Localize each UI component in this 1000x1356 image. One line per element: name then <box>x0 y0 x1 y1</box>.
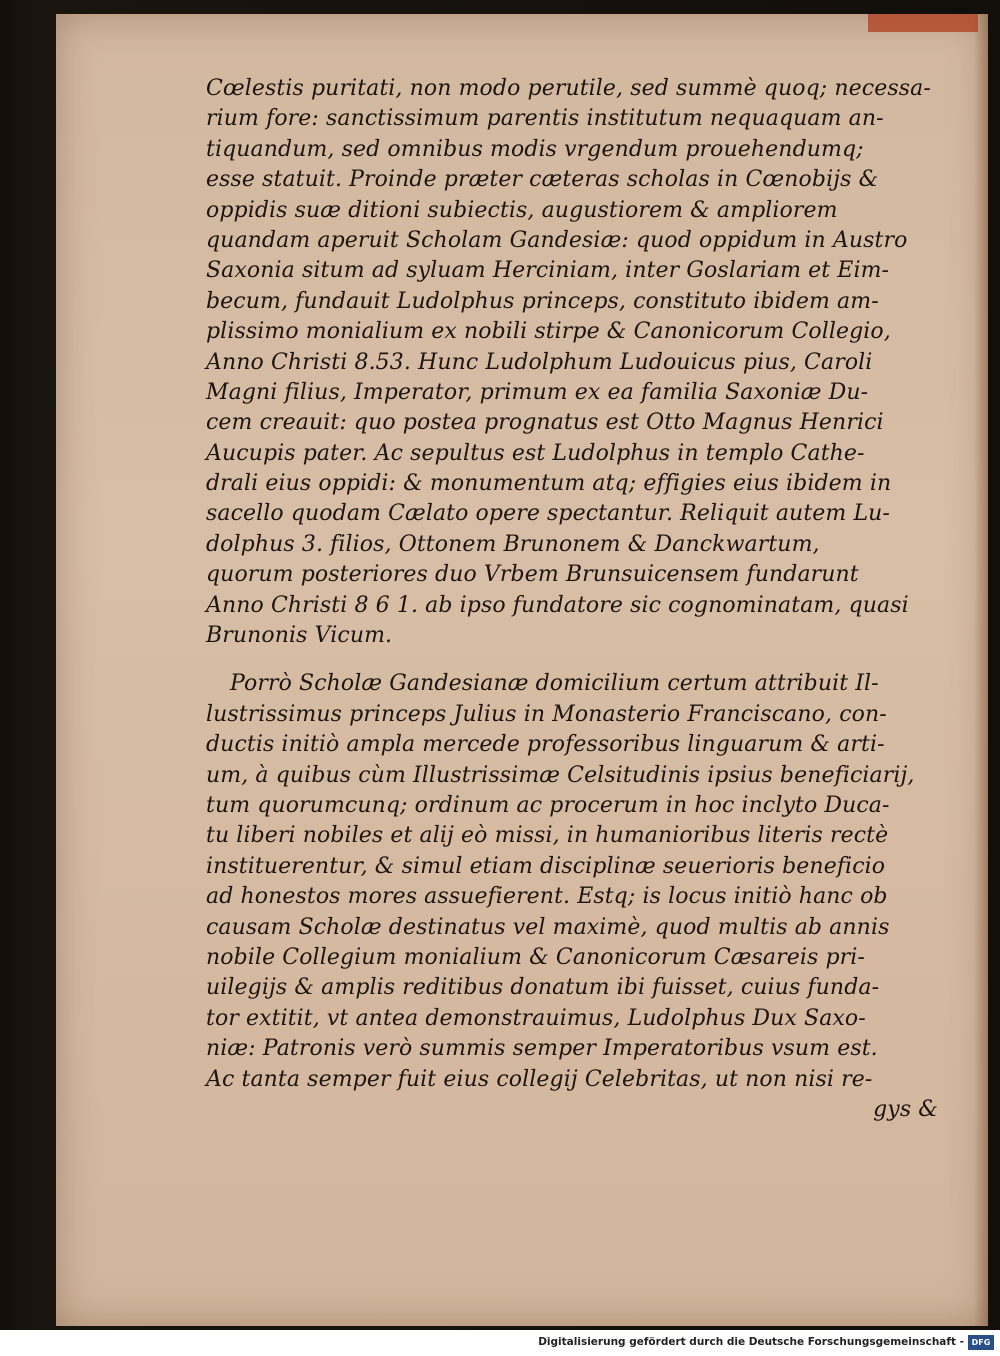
digitization-credit: Digitalisierung gefördert durch die Deutsche Forschungsgemeinschaft - <box>538 1336 964 1348</box>
text-line: Brunonis Vicum. <box>206 623 393 649</box>
catchword: gys & <box>873 1096 938 1122</box>
text-line: Anno Christi 8.53. Hunc Ludolphum Ludouicus pius, Caroli <box>206 349 873 375</box>
text-line: Aucupis pater. Ac sepultus est Ludolphus in templo Cathe- <box>206 440 865 466</box>
paragraph-2 <box>206 669 946 1094</box>
text-line: ductis initiò ampla mercede professoribus linguarum & arti- <box>206 732 885 758</box>
text-line: um, à quibus cùm Illustrissimæ Celsitudinis ipsius beneficiarij, <box>206 762 915 788</box>
text-line: niæ: Patronis verò summis semper Imperatoribus vsum est. <box>206 1036 878 1062</box>
text-line: nobile Collegium monialium & Canonicorum Cæsareis pri- <box>206 944 865 970</box>
text-line: rium fore: sanctissimum parentis institutum nequaquam an- <box>206 106 884 132</box>
text-line: tu liberi nobiles et alij eò missi, in humanioribus literis rectè <box>206 823 889 849</box>
text-line: Ac tanta semper fuit eius collegij Celebritas, ut non nisi re- <box>206 1066 873 1092</box>
text-line: esse statuit. Proinde præter cæteras scholas in Cœnobijs & <box>206 167 879 193</box>
text-line: tiquandum, sed omnibus modis vrgendum prouehendumq; <box>206 136 864 162</box>
text-line: drali eius oppidi: & monumentum atq; effigies eius ibidem in <box>206 471 892 497</box>
text-line: causam Scholæ destinatus vel maximè, quod multis ab annis <box>206 914 890 940</box>
text-line: Saxonia situm ad syluam Herciniam, inter Goslariam et Eim- <box>206 258 890 284</box>
bookmark-ribbon <box>868 14 978 32</box>
text-line: tor extitit, vt antea demonstrauimus, Ludolphus Dux Saxo- <box>206 1005 866 1031</box>
footer-bar <box>0 1330 1000 1356</box>
text-line: ad honestos mores assuefierent. Estq; is locus initiò hanc ob <box>206 884 888 910</box>
text-line: instituerentur, & simul etiam disciplinæ seuerioris beneficio <box>206 853 886 879</box>
text-line: dolphus 3. filios, Ottonem Brunonem & Danckwartum, <box>206 531 820 557</box>
text-line: Cœlestis puritati, non modo perutile, sed summè quoq; necessa- <box>206 76 931 101</box>
text-line: quandam aperuit Scholam Gandesiæ: quod oppidum in Austro <box>206 227 908 253</box>
page-edge-shadow <box>974 14 988 1326</box>
text-line: Porrò Scholæ Gandesianæ domicilium certum attribuit Il- <box>230 671 879 697</box>
text-line: cem creauit: quo postea prognatus est Otto Magnus Henrici <box>206 410 884 436</box>
text-line: quorum posteriores duo Vrbem Brunsuicensem fundarunt <box>206 562 859 588</box>
paragraph-gap <box>206 651 946 669</box>
text-line: oppidis suæ ditioni subiectis, augustiorem & ampliorem <box>206 197 838 223</box>
text-line: sacello quodam Cælato opere spectantur. Reliquit autem Lu- <box>206 501 890 527</box>
text-line: becum, fundauit Ludolphus princeps, constituto ibidem am- <box>206 288 879 314</box>
text-line: tum quorumcunq; ordinum ac procerum in hoc inclyto Duca- <box>206 792 890 818</box>
dfg-logo-icon: DFG <box>968 1335 994 1350</box>
text-line: uilegijs & amplis reditibus donatum ibi fuisset, cuius funda- <box>206 975 880 1001</box>
paragraph-1 <box>206 74 946 651</box>
page-text <box>206 74 946 1125</box>
text-line: plissimo monialium ex nobili stirpe & Canonicorum Collegio, <box>206 319 891 345</box>
text-line: Magni filius, Imperator, primum ex ea familia Saxoniæ Du- <box>206 379 869 405</box>
text-line: Anno Christi 8 6 1. ab ipso fundatore sic cognominatam, quasi <box>206 592 909 618</box>
text-line: lustrissimus princeps Julius in Monasterio Franciscano, con- <box>206 701 887 727</box>
